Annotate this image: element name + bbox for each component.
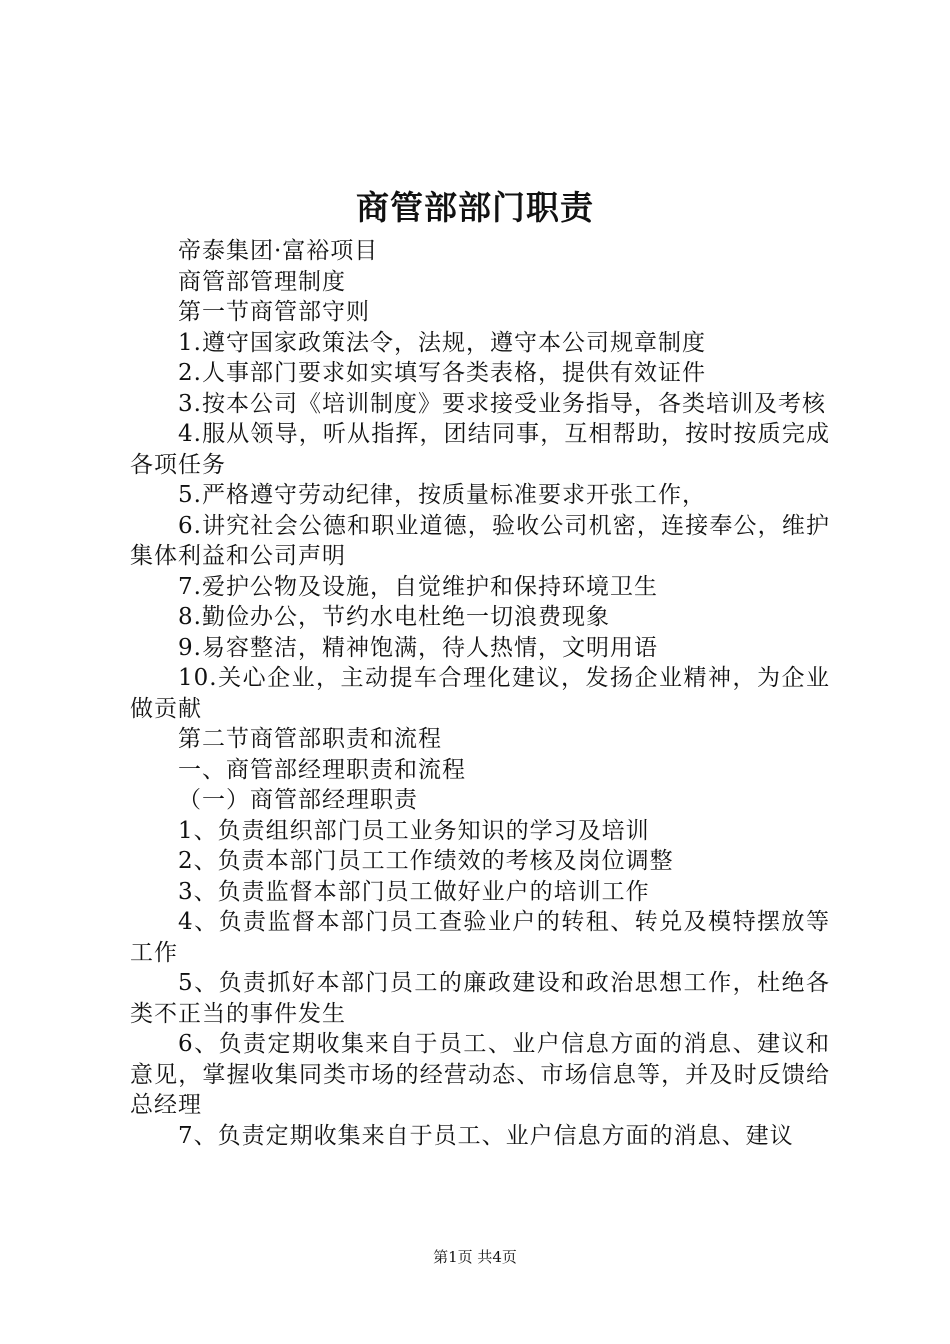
- paragraph-project-name: 帝泰集团·富裕项目: [178, 238, 379, 264]
- paragraph-section-1-heading: 第一节商管部守则: [178, 299, 370, 325]
- paragraph-rule-1: 1.遵守国家政策法令，法规，遵守本公司规章制度: [178, 329, 706, 356]
- paragraph-rule-10: 10.关心企业，主动提车合理化建议，发扬企业精神，为企业做贡献: [130, 665, 830, 722]
- paragraph-rule-4: 4.服从领导，听从指挥，团结同事，互相帮助，按时按质完成各项任务: [130, 421, 830, 478]
- page-number-footer: 第1页 共4页: [433, 1248, 517, 1266]
- paragraph-rule-5: 5.严格遵守劳动纪律，按质量标准要求开张工作，: [178, 482, 706, 508]
- paragraph-heading-management-system: 商管部管理制度: [178, 268, 346, 295]
- paragraph-rule-9: 9.易容整洁，精神饱满，待人热情，文明用语: [178, 634, 658, 661]
- paragraph-duty-2: 2、负责本部门员工工作绩效的考核及岗位调整: [178, 848, 674, 874]
- paragraph-rule-8: 8.勤俭办公，节约水电杜绝一切浪费现象: [178, 604, 610, 630]
- paragraph-rule-3: 3.按本公司《培训制度》要求接受业务指导，各类培训及考核: [178, 390, 826, 417]
- paragraph-duty-6: 6、负责定期收集来自于员工、业户信息方面的消息、建议和意见，掌握收集同类市场的经营动态、市场信息等，并及时反馈给总经理: [130, 1031, 830, 1118]
- paragraph-duty-7: 7、负责定期收集来自于员工、业户信息方面的消息、建议: [178, 1122, 794, 1149]
- paragraph-section-2-heading: 第二节商管部职责和流程: [178, 726, 442, 752]
- document-title: 商管部部门职责: [356, 188, 594, 227]
- document-body: [130, 236, 830, 1151]
- paragraph-duty-4: 4、负责监督本部门员工查验业户的转租、转兑及模特摆放等工作: [130, 909, 830, 966]
- paragraph-subsection-1-heading: 一、商管部经理职责和流程: [178, 756, 466, 783]
- paragraph-rule-7: 7.爱护公物及设施，自觉维护和保持环境卫生: [178, 573, 658, 600]
- paragraph-rule-6: 6.讲究社会公德和职业道德，验收公司机密，连接奉公，维护集体利益和公司声明: [130, 512, 830, 569]
- paragraph-manager-duties-heading: （一）商管部经理职责: [178, 787, 418, 813]
- paragraph-rule-2: 2.人事部门要求如实填写各类表格，提供有效证件: [178, 360, 706, 386]
- paragraph-duty-1: 1、负责组织部门员工业务知识的学习及培训: [178, 817, 650, 844]
- paragraph-duty-5: 5、负责抓好本部门员工的廉政建设和政治思想工作，杜绝各类不正当的事件发生: [130, 970, 830, 1027]
- paragraph-duty-3: 3、负责监督本部门员工做好业户的培训工作: [178, 878, 650, 905]
